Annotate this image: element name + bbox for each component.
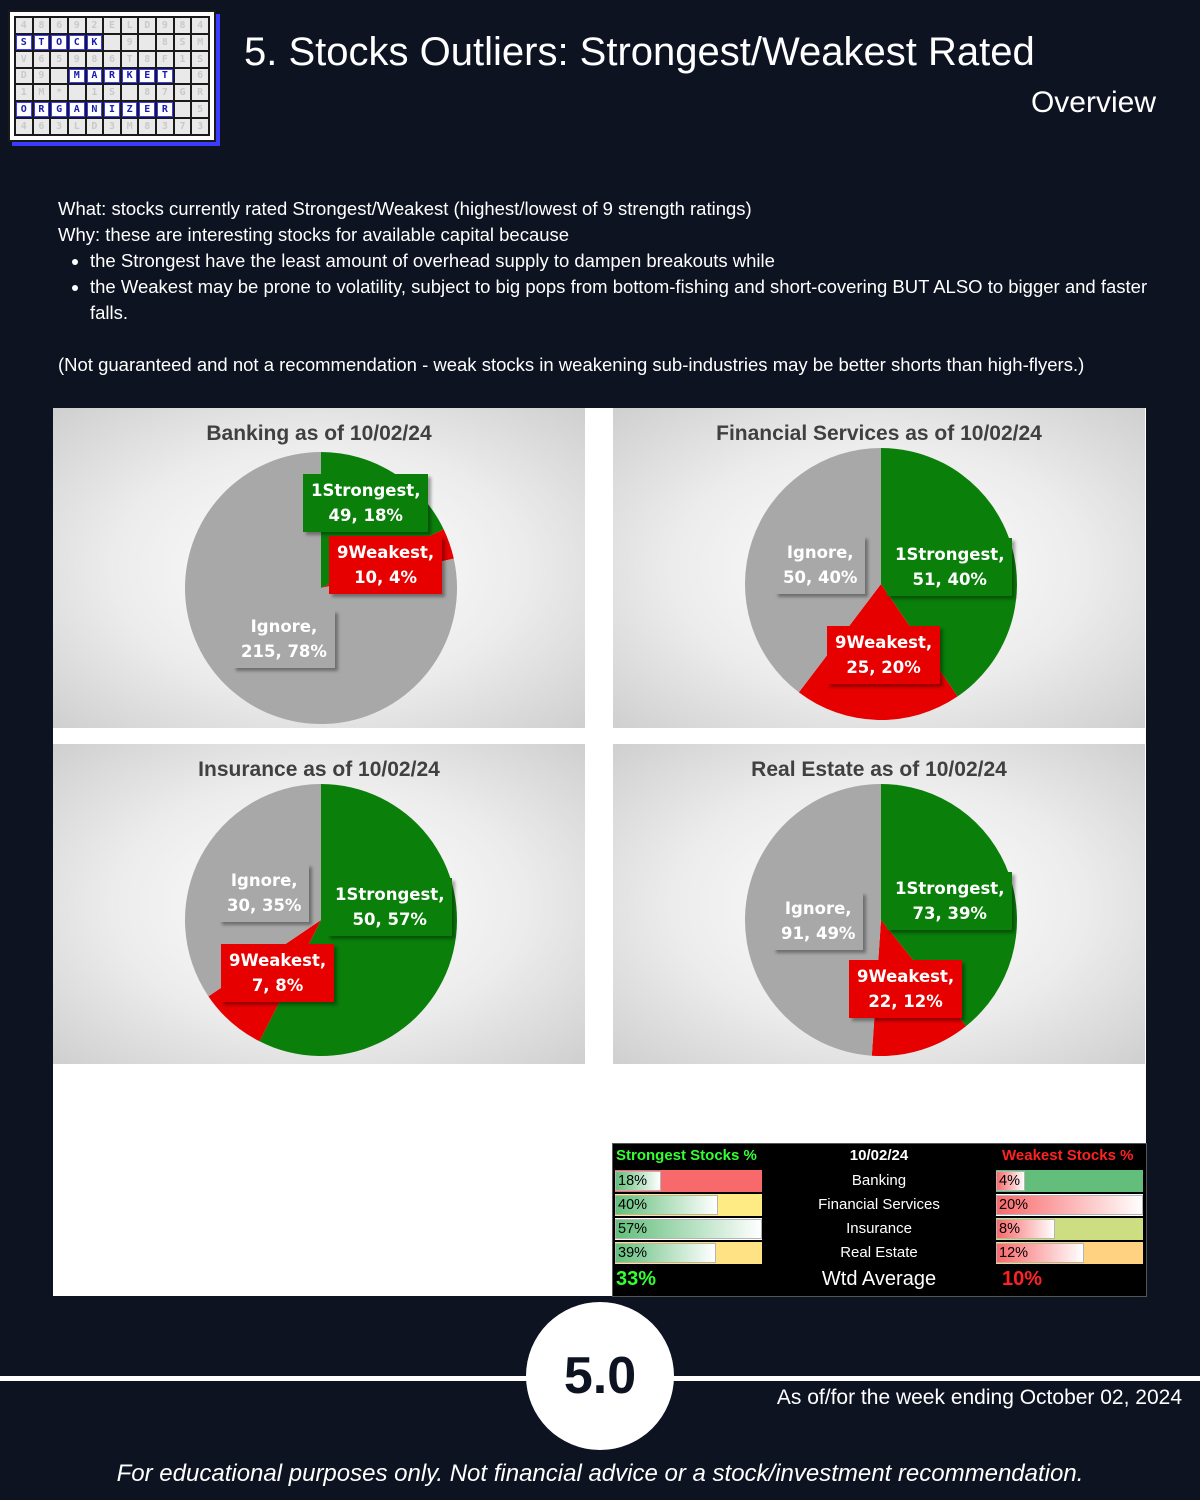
- logo-cell: [104, 35, 120, 50]
- logo-cell: [122, 85, 138, 100]
- page-subtitle: Overview: [1030, 86, 1156, 119]
- strongest-cell: [615, 1170, 762, 1192]
- logo-cell: C: [69, 35, 85, 50]
- logo-cell: 5: [51, 52, 67, 67]
- logo-cell: 9: [34, 69, 50, 84]
- banking-strongest-value: 49, 18%: [328, 506, 403, 525]
- logo-cell: 7: [157, 85, 173, 100]
- logo-cell: 6: [34, 119, 50, 134]
- real-estate-weakest-name: 9Weakest: [857, 967, 948, 986]
- logo-cell: 6: [51, 18, 67, 33]
- real-estate-strongest-name: 1Strongest: [895, 879, 999, 898]
- logo-cell: 9: [122, 35, 138, 50]
- description-block: [58, 196, 1148, 378]
- financial-services-pie-chart: [613, 408, 1145, 728]
- real-estate-chart-title: Real Estate as of 10/02/24: [751, 758, 1007, 781]
- logo-cell: 6: [34, 52, 50, 67]
- description-why: Why: these are interesting stocks for available capital because: [58, 224, 570, 245]
- logo-cell: 9: [157, 18, 173, 33]
- logo-cell: V: [16, 52, 32, 67]
- strongest-value: 57%: [618, 1221, 648, 1237]
- sector-name: Banking: [851, 1172, 907, 1189]
- logo-cell: A: [69, 102, 85, 117]
- table-average-label: Wtd Average: [821, 1268, 937, 1290]
- insurance-pie-svg: [53, 744, 585, 1064]
- logo-cell: [175, 102, 191, 117]
- logo-cell: 3: [157, 119, 173, 134]
- logo-cell: [51, 69, 67, 84]
- financial-services-ignore-value: 50, 40%: [783, 568, 858, 587]
- weakest-cell: [996, 1194, 1143, 1216]
- section-number-badge: 5.0: [526, 1302, 674, 1450]
- strongest-cell: [615, 1194, 762, 1216]
- table-row: [613, 1194, 1146, 1216]
- logo-cell: 6: [192, 69, 208, 84]
- logo-cell: M: [122, 119, 138, 134]
- logo-cell: M: [69, 69, 85, 84]
- table-row: [613, 1170, 1146, 1192]
- logo-cell: [139, 35, 155, 50]
- insurance-weakest-label: 9Weakest, 7, 8%: [221, 944, 334, 1002]
- banking-strongest-name: 1Strongest: [311, 481, 415, 500]
- financial-services-strongest-value: 51, 40%: [912, 570, 987, 589]
- logo-cell: D: [16, 69, 32, 84]
- logo-cell: 8: [139, 52, 155, 67]
- logo-letter-grid: [14, 16, 210, 136]
- banking-strongest-label: 1Strongest, 49, 18%: [303, 474, 428, 532]
- insurance-weakest-value: 7, 8%: [251, 976, 304, 995]
- banking-ignore-value: 215, 78%: [241, 642, 327, 661]
- sector-name: Financial Services: [818, 1196, 940, 1213]
- table-average-weakest: 10%: [1002, 1268, 1043, 1290]
- logo-cell: *: [51, 85, 67, 100]
- strongest-cell: [615, 1218, 762, 1240]
- strongest-value: 39%: [618, 1245, 648, 1261]
- insurance-ignore-name: Ignore: [230, 871, 292, 890]
- logo-cell: 8: [34, 18, 50, 33]
- stock-market-organizer-logo: [8, 10, 216, 142]
- weakest-cell: [996, 1242, 1143, 1264]
- logo-cell: M: [192, 35, 208, 50]
- table-header-date: 10/02/24: [849, 1147, 909, 1164]
- real-estate-strongest-label: 1Strongest, 73, 39%: [887, 872, 1012, 930]
- weakest-value: 12%: [999, 1245, 1029, 1261]
- logo-cell: R: [34, 102, 50, 117]
- logo-cell: 9: [69, 52, 85, 67]
- logo-cell: 1: [16, 85, 32, 100]
- logo-cell: 8: [157, 35, 173, 50]
- logo-cell: D: [87, 119, 103, 134]
- logo-cell: T: [122, 52, 138, 67]
- insurance-ignore-value: 30, 35%: [227, 896, 302, 915]
- banking-weakest-value: 10, 4%: [354, 568, 418, 587]
- insurance-pie-chart: [53, 744, 585, 1064]
- weakest-value: 4%: [999, 1173, 1020, 1189]
- bullet-weakest: • the Weakest may be prone to volatility, subject to big pops from bottom-fishing and short-covering BUT ALSO to bigger and faster falls.: [90, 274, 1148, 326]
- logo-cell: I: [104, 102, 120, 117]
- table-row: [613, 1218, 1146, 1240]
- financial-services-weakest-label: 9Weakest, 25, 20%: [827, 626, 940, 684]
- logo-cell: E: [139, 69, 155, 84]
- financial-services-strongest-name: 1Strongest: [895, 545, 999, 564]
- logo-cell: R: [192, 85, 208, 100]
- sector-name: Real Estate: [840, 1244, 918, 1261]
- financial-services-strongest-label: 1Strongest, 51, 40%: [887, 538, 1012, 596]
- financial-services-weakest-value: 25, 20%: [846, 658, 921, 677]
- insurance-strongest-name: 1Strongest: [335, 885, 439, 904]
- real-estate-pie-chart: [613, 744, 1145, 1064]
- real-estate-ignore-name: Ignore: [784, 899, 846, 918]
- logo-cell: G: [175, 85, 191, 100]
- summary-table: [612, 1143, 1147, 1297]
- logo-cell: R: [157, 102, 173, 117]
- table-average-strongest: 33%: [616, 1268, 657, 1290]
- logo-cell: K: [122, 69, 138, 84]
- logo-cell: M: [34, 85, 50, 100]
- logo-cell: T: [34, 35, 50, 50]
- insurance-ignore-label: Ignore, 30, 35%: [219, 864, 309, 922]
- logo-cell: L: [122, 18, 138, 33]
- logo-cell: 9: [69, 18, 85, 33]
- logo-cell: 6: [104, 52, 120, 67]
- financial-services-ignore-label: Ignore, 50, 40%: [775, 536, 865, 594]
- logo-cell: L: [69, 119, 85, 134]
- real-estate-ignore-value: 91, 49%: [781, 924, 856, 943]
- logo-cell: E: [139, 102, 155, 117]
- banking-pie-svg: [53, 408, 585, 728]
- logo-cell: 3: [104, 119, 120, 134]
- insurance-chart-title: Insurance as of 10/02/24: [198, 758, 440, 781]
- strongest-cell: [615, 1242, 762, 1264]
- bullet-strongest: • the Strongest have the least amount of overhead supply to dampen breakouts while: [90, 248, 1148, 274]
- logo-cell: 7: [175, 119, 191, 134]
- logo-cell: 8: [139, 85, 155, 100]
- financial-services-weakest-name: 9Weakest: [835, 633, 926, 652]
- logo-cell: [175, 69, 191, 84]
- logo-cell: O: [51, 35, 67, 50]
- insurance-strongest-label: 1Strongest, 50, 57%: [327, 878, 452, 936]
- page-title: 5. Stocks Outliers: Strongest/Weakest Rated: [244, 30, 1035, 74]
- banking-pie-chart: [53, 408, 585, 728]
- logo-cell: Z: [122, 102, 138, 117]
- logo-cell: S: [175, 35, 191, 50]
- real-estate-weakest-label: 9Weakest, 22, 12%: [849, 960, 962, 1018]
- description-bullets: [58, 248, 1148, 326]
- logo-cell: G: [51, 102, 67, 117]
- logo-cell: 3: [192, 119, 208, 134]
- table-row: [613, 1242, 1146, 1264]
- logo-cell: 8: [175, 18, 191, 33]
- logo-cell: R: [104, 69, 120, 84]
- logo-cell: S: [16, 35, 32, 50]
- logo-cell: 3: [51, 119, 67, 134]
- logo-cell: N: [87, 102, 103, 117]
- banking-ignore-name: Ignore: [250, 617, 312, 636]
- strongest-value: 18%: [618, 1173, 648, 1189]
- logo-cell: 8: [139, 119, 155, 134]
- weakest-cell: [996, 1170, 1143, 1192]
- table-header-weakest: Weakest Stocks %: [1002, 1147, 1134, 1164]
- logo-cell: 4: [16, 119, 32, 134]
- sector-name: Insurance: [846, 1220, 912, 1237]
- weakest-value: 20%: [999, 1197, 1029, 1213]
- banking-weakest-label: 9Weakest, 10, 4%: [329, 536, 442, 594]
- real-estate-strongest-value: 73, 39%: [912, 904, 987, 923]
- description-note: (Not guaranteed and not a recommendation - weak stocks in weakening sub-industries may be better shorts than high-flyers.): [58, 354, 1085, 375]
- logo-cell: S: [104, 85, 120, 100]
- disclaimer: For educational purposes only. Not financial advice or a stock/investment recommendation.: [116, 1460, 1084, 1487]
- logo-cell: 5: [192, 102, 208, 117]
- logo-cell: [69, 85, 85, 100]
- logo-cell: F: [157, 52, 173, 67]
- weakest-cell: [996, 1218, 1143, 1240]
- financial-services-chart-title: Financial Services as of 10/02/24: [716, 422, 1042, 445]
- financial-services-ignore-name: Ignore: [786, 543, 848, 562]
- description-what: What: stocks currently rated Strongest/Weakest (highest/lowest of 9 strength ratings): [58, 198, 752, 219]
- logo-cell: 2: [87, 18, 103, 33]
- insurance-strongest-value: 50, 57%: [352, 910, 427, 929]
- logo-cell: 8: [87, 52, 103, 67]
- real-estate-ignore-label: Ignore, 91, 49%: [773, 892, 863, 950]
- logo-cell: 4: [16, 18, 32, 33]
- as-of-date: As of/for the week ending October 02, 2024: [776, 1386, 1182, 1409]
- logo-cell: S: [192, 52, 208, 67]
- logo-cell: O: [16, 102, 32, 117]
- table-header-strongest: Strongest Stocks %: [616, 1147, 757, 1164]
- banking-weakest-name: 9Weakest: [337, 543, 428, 562]
- logo-cell: T: [157, 69, 173, 84]
- logo-cell: E: [104, 18, 120, 33]
- logo-cell: 1: [175, 52, 191, 67]
- strongest-value: 40%: [618, 1197, 648, 1213]
- insurance-weakest-name: 9Weakest: [229, 951, 320, 970]
- logo-cell: 4: [192, 18, 208, 33]
- logo-cell: 1: [87, 85, 103, 100]
- logo-cell: A: [87, 69, 103, 84]
- banking-chart-title: Banking as of 10/02/24: [206, 422, 432, 445]
- weakest-value: 8%: [999, 1221, 1020, 1237]
- real-estate-weakest-value: 22, 12%: [868, 992, 943, 1011]
- logo-cell: K: [87, 35, 103, 50]
- logo-cell: D: [139, 18, 155, 33]
- banking-ignore-label: Ignore, 215, 78%: [233, 610, 335, 668]
